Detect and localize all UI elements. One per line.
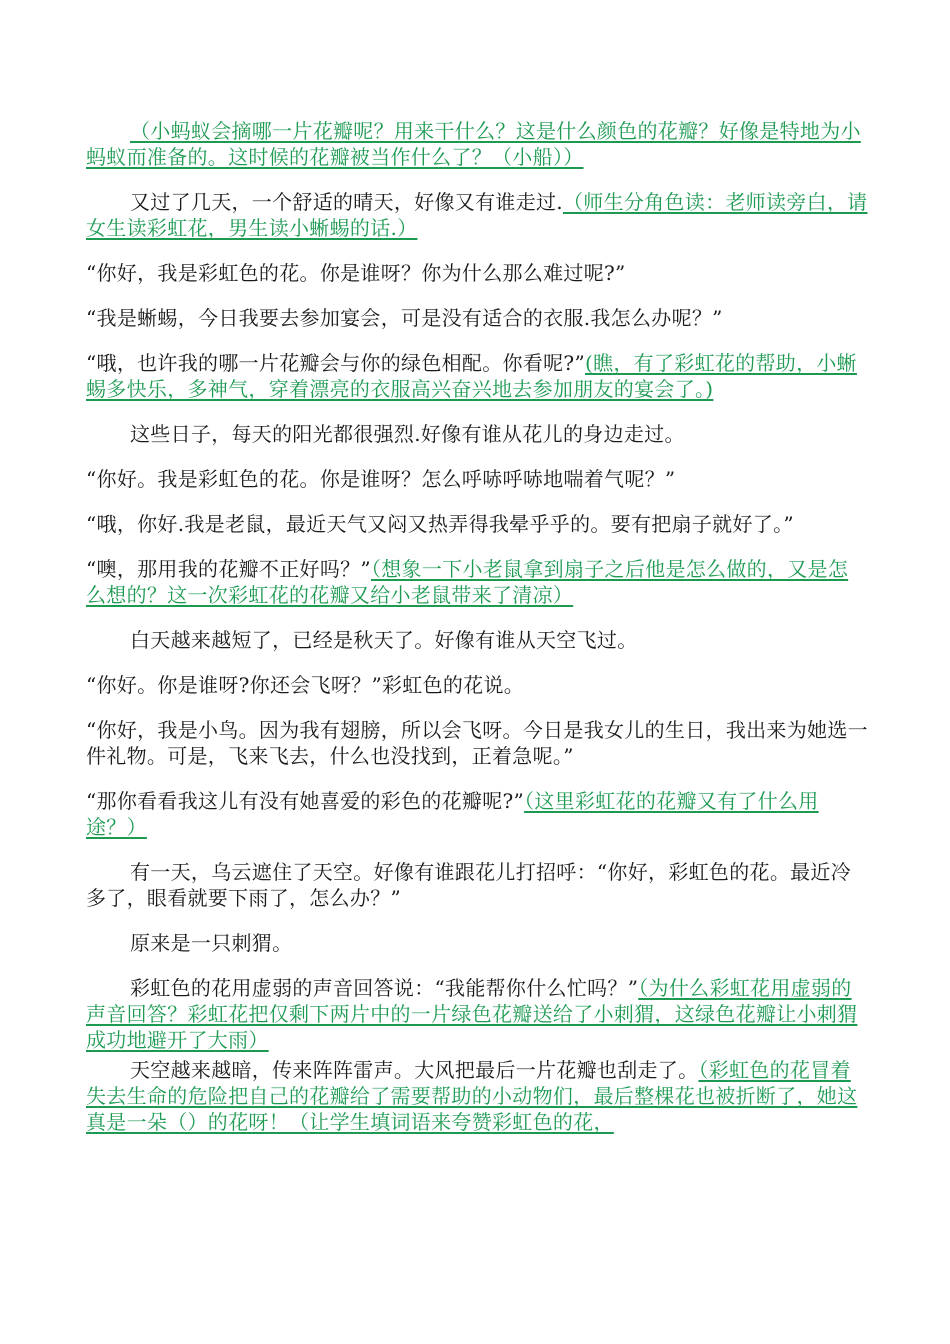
- paragraph-text: “你好，我是彩虹色的花。你是谁呀？你为什么那么难过呢?”: [86, 261, 626, 285]
- paragraph-8: [86, 511, 868, 537]
- paragraph-text: 又过了几天，一个舒适的晴天，好像又有谁走过.: [130, 190, 563, 214]
- paragraph-text: “你好。我是彩虹色的花。你是谁呀？怎么呼哧呼哧地喘着气呢？”: [86, 467, 676, 491]
- paragraph-text: 有一天，乌云遮住了天空。好像有谁跟花儿打招呼：“你好，彩虹色的花。最近冷多了，眼看就要下雨了，怎么办？”: [86, 860, 852, 910]
- paragraph-9: [86, 556, 868, 608]
- paragraph-2: [86, 189, 868, 241]
- paragraph-13: [86, 788, 868, 840]
- paragraph-16: [86, 975, 868, 1053]
- paragraph-text: 这些日子，每天的阳光都很强烈.好像有谁从花儿的身边走过。: [130, 422, 685, 446]
- paragraph-4: [86, 305, 868, 331]
- teacher-note: （这里彩虹花的花瓣又有了什么用途？）: [86, 789, 819, 839]
- teacher-note: （彩虹色的花冒着失去生命的危险把自己的花瓣给了需要帮助的小动物们，最后整棵花也被折断了，她这真是一朵（）的花呀！（让学生填词语来夸赞彩虹色的花，: [86, 1058, 858, 1134]
- paragraph-text: “哦，你好.我是老鼠，最近天气又闷又热弄得我晕乎乎的。要有把扇子就好了。”: [86, 512, 794, 536]
- paragraph-6: [86, 421, 868, 447]
- paragraph-text: “你好，我是小鸟。因为我有翅膀，所以会飞呀。今日是我女儿的生日，我出来为她选一件礼物。可是，飞来飞去，什么也没找到，正着急呢。”: [86, 718, 868, 768]
- paragraph-1: [86, 118, 868, 170]
- paragraph-10: [86, 627, 868, 653]
- paragraph-5: [86, 350, 868, 402]
- paragraph-text: 白天越来越短了，已经是秋天了。好像有谁从天空飞过。: [130, 628, 638, 652]
- teacher-note: （师生分角色读：老师读旁白，请女生读彩虹花，男生读小蜥蜴的话.）: [86, 190, 868, 240]
- teacher-note: (瞧，有了彩虹花的帮助，小蜥蜴多快乐，多神气，穿着漂亮的衣服高兴奋兴地去参加朋友的宴会了。): [86, 351, 857, 401]
- paragraph-text: “噢，那用我的花瓣不正好吗？”: [86, 557, 371, 581]
- paragraph-7: [86, 466, 868, 492]
- paragraph-17: [86, 1057, 868, 1135]
- paragraph-12: [86, 717, 868, 769]
- paragraph-text: 原来是一只刺猬。: [130, 931, 293, 955]
- paragraph-11: [86, 672, 868, 698]
- teacher-note: （为什么彩虹花用虚弱的声音回答？彩虹花把仅剩下两片中的一片绿色花瓣送给了小刺猬，这绿色花瓣让小刺猬成功地避开了大雨）: [86, 976, 858, 1052]
- paragraph-text: “那你看看我这儿有没有她喜爱的彩色的花瓣呢?”: [86, 789, 525, 813]
- paragraph-15: [86, 930, 868, 956]
- paragraph-text: “你好。你是谁呀?你还会飞呀？”彩虹色的花说。: [86, 673, 525, 697]
- paragraph-text: “我是蜥蜴，今日我要去参加宴会，可是没有适合的衣服.我怎么办呢？”: [86, 306, 723, 330]
- paragraph-text: 天空越来越暗，传来阵阵雷声。大风把最后一片花瓣也刮走了。: [130, 1058, 699, 1082]
- paragraph-14: [86, 859, 868, 911]
- paragraph-text: “哦，也许我的哪一片花瓣会与你的绿色相配。你看呢?”: [86, 351, 585, 375]
- document-page: [86, 118, 868, 1154]
- paragraph-text: 彩虹色的花用虚弱的声音回答说：“我能帮你什么忙吗？”: [130, 976, 639, 1000]
- teacher-note: （小蚂蚁会摘哪一片花瓣呢？用来干什么？这是什么颜色的花瓣？好像是特地为小蚂蚁而准备的。这时候的花瓣被当作什么了？（小船））: [86, 119, 861, 169]
- paragraph-3: [86, 260, 868, 286]
- teacher-note: （想象一下小老鼠拿到扇子之后他是怎么做的，又是怎么想的？这一次彩虹花的花瓣又给小老鼠带来了清凉）: [86, 557, 849, 607]
